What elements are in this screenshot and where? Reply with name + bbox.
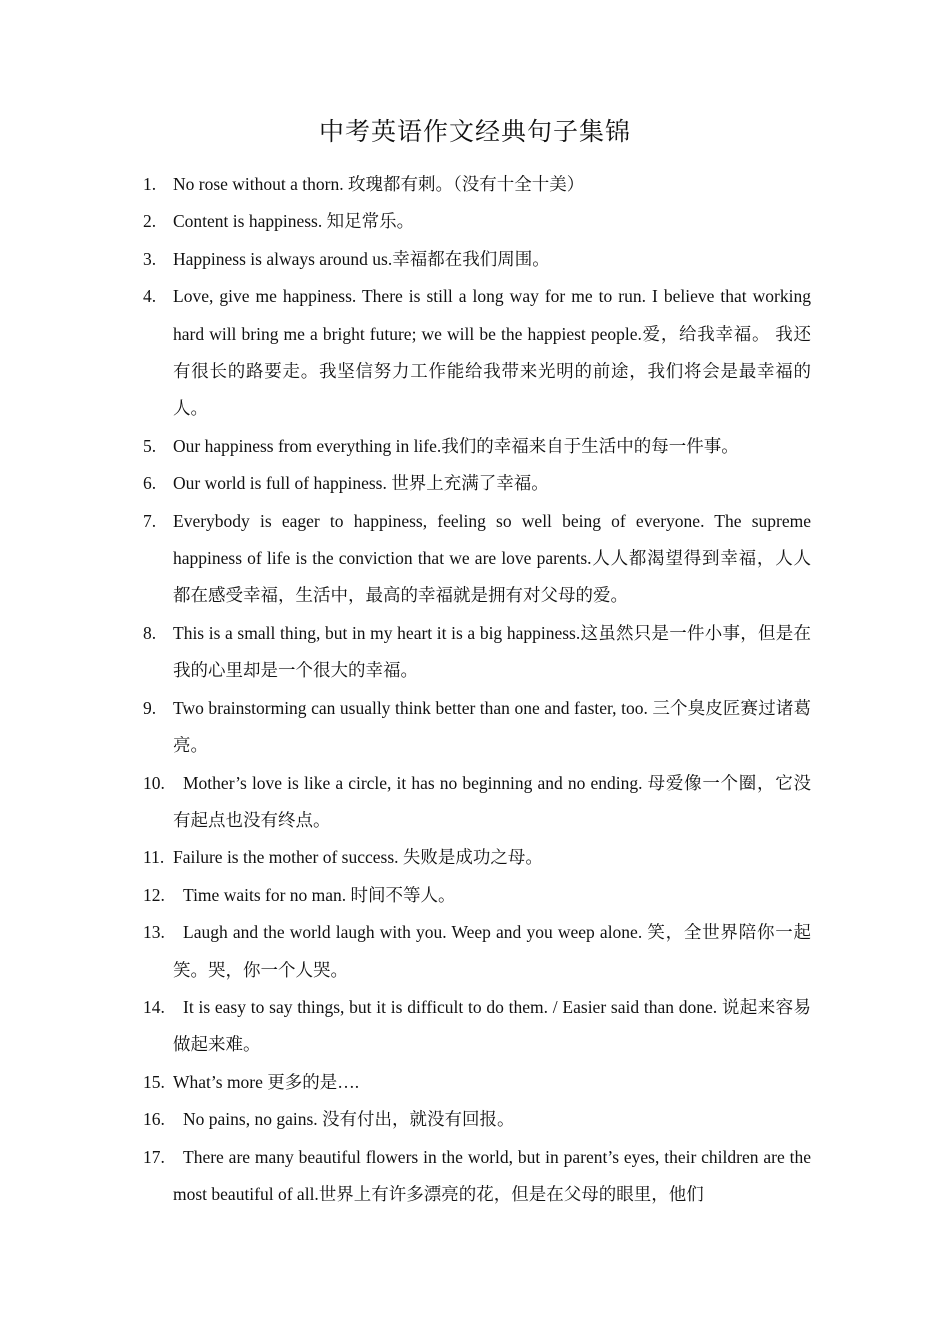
item-number: 17. — [143, 1146, 165, 1167]
item-number: 10. — [143, 772, 165, 793]
sentence-list — [143, 166, 811, 1213]
item-number: 16. — [143, 1109, 165, 1130]
item-number: 9. — [143, 697, 157, 718]
item-text: Two brainstorming can usually think better than one and faster, too. 三个臭皮匠赛过诸葛亮。 — [173, 697, 811, 756]
list-item — [143, 166, 811, 203]
item-number: 12. — [143, 884, 165, 905]
item-number: 4. — [143, 286, 157, 307]
list-item — [143, 615, 811, 690]
item-number: 14. — [143, 996, 165, 1017]
item-text: Love, give me happiness. There is still a long way for me to run. I believe that working hard will bring me a bright future; we will be the happiest people.爱，给我幸福。 我还有很长的路要走。我坚信努力工作能给我带来光明的前途，我们将会是最幸福的人。 — [173, 286, 811, 419]
item-number: 1. — [143, 174, 157, 194]
item-text: Content is happiness. 知足常乐。 — [173, 211, 415, 232]
list-item — [143, 914, 811, 989]
item-text: Failure is the mother of success. 失败是成功之母。 — [173, 847, 543, 868]
list-item — [143, 1064, 811, 1101]
item-text: Our happiness from everything in life.我们的幸福来自于生活中的每一件事。 — [173, 435, 739, 456]
list-item — [143, 765, 811, 840]
item-number: 3. — [143, 248, 157, 269]
item-number: 15. — [143, 1071, 165, 1092]
list-item — [143, 839, 811, 876]
list-item — [143, 203, 811, 240]
list-item — [143, 877, 811, 914]
item-text: Time waits for no man. 时间不等人。 — [183, 884, 456, 905]
list-item — [143, 989, 811, 1064]
list-item — [143, 428, 811, 465]
list-item — [143, 278, 811, 428]
list-item — [143, 1139, 811, 1214]
item-text: This is a small thing, but in my heart it is a big happiness.这虽然只是一件小事，但是在我的心里却是一个很大的幸福。 — [173, 622, 811, 681]
document-title: 中考英语作文经典句子集锦 — [318, 119, 631, 146]
list-item — [143, 1101, 811, 1138]
item-number: 8. — [143, 622, 157, 643]
item-number: 13. — [143, 922, 165, 943]
item-text: There are many beautiful flowers in the world, but in parent’s eyes, their children are the most beautiful of all.世界上有许多漂亮的花，但是在父母的眼里，他们 — [173, 1146, 811, 1204]
list-item — [143, 241, 811, 278]
item-number: 6. — [143, 473, 157, 494]
item-number: 5. — [143, 435, 157, 456]
list-item — [143, 503, 811, 615]
list-item — [143, 465, 811, 502]
item-number: 11. — [143, 847, 165, 868]
item-text: Everybody is eager to happiness, feeling so well being of everyone. The supreme happiness of life is the conviction that we are love parents.人人都渴望得到幸福，人人都在感受幸福，生活中，最高的幸福就是拥有对父母的爱。 — [173, 510, 811, 606]
list-item — [143, 690, 811, 765]
item-number: 7. — [143, 510, 157, 531]
item-text: It is easy to say things, but it is difficult to do them. / Easier said than done. 说起来容易做起来难。 — [173, 996, 811, 1055]
item-text: No pains, no gains. 没有付出，就没有回报。 — [183, 1109, 515, 1130]
item-text: Our world is full of happiness. 世界上充满了幸福。 — [173, 473, 549, 494]
item-text: Mother’s love is like a circle, it has no beginning and no ending. 母爱像一个圈，它没有起点也没有终点。 — [173, 772, 811, 830]
item-text: Happiness is always around us.幸福都在我们周围。 — [173, 248, 550, 269]
item-text: What’s more 更多的是…. — [173, 1071, 360, 1092]
item-number: 2. — [143, 211, 157, 232]
item-text: Laugh and the world laugh with you. Weep and you weep alone. 笑，全世界陪你一起笑。哭，你一个人哭。 — [173, 922, 811, 980]
item-text: No rose without a thorn. 玫瑰都有刺。（没有十全十美） — [173, 174, 585, 194]
